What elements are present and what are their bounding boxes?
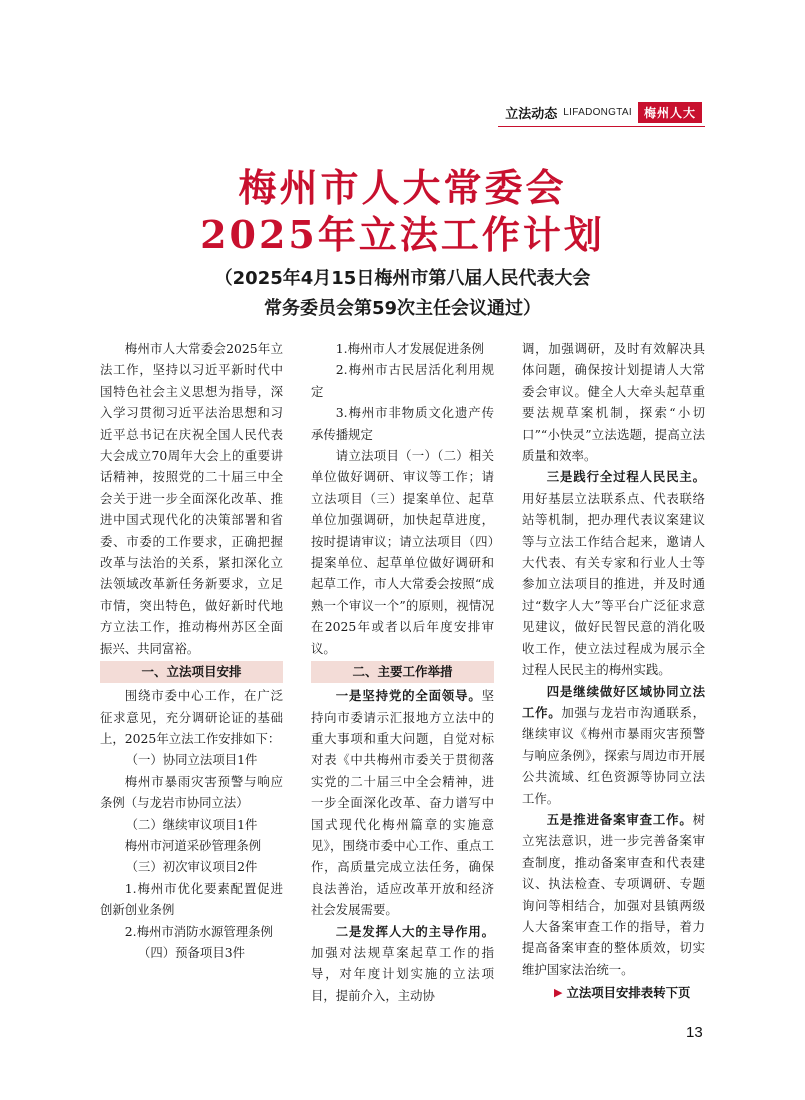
- page-header: [505, 100, 702, 124]
- measure-paragraph-2: [311, 921, 494, 1007]
- triangle-right-icon: ▶: [554, 985, 563, 999]
- continue-note-text: 立法项目安排表转下页: [566, 985, 691, 1000]
- list-item: 1.梅州市人才发展促进条例: [335, 341, 484, 356]
- measure-body: 加强对法规草案起草工作的指导，对年度计划实施的立法项目，提前介入，主动协: [311, 944, 494, 1003]
- measure-body: 树立宪法意识，进一步完善备案审查制度，推动备案审查和代表建议、执法检查、专项调研、专题询问等相结合，加强对县镇两级人大备案审查工作的指导，着力提高备案审查的整体质效，切实维护国家法治统一。: [522, 811, 705, 977]
- measure-lead: 四是继续做好区域协同立法工作。: [522, 683, 705, 720]
- measure-body: 用好基层立法联系点、代表联络站等机制，把办理代表议案建议等与立法工作结合起来，邀请人大代表、有关专家和行业人士等参加立法项目的推进，并及时通过“数字人大”等平台广泛征求意见建议，做好民智民意的消化吸收工作，使立法过程成为展示全过程人民民主的梅州实践。: [522, 490, 705, 678]
- subheading: （一）协同立法项目1件: [125, 752, 258, 768]
- paragraph: 请立法项目（一）（二）相关单位做好调研、审议等工作；请立法项目（三）提案单位、起草单位加强调研，加快起草进度，按时提请审议；请立法项目（四）提案单位、起草单位做好调研和起草工作，市人大常委会按照“成熟一个审议一个”的原则，视情况在2025年或者以后年度安排审议。: [311, 448, 494, 656]
- column-2: [311, 338, 494, 1006]
- brand-logo: 梅州人大: [638, 102, 702, 123]
- list-item: 2.梅州市古民居活化利用规定: [311, 362, 494, 399]
- list-item: 梅州市暴雨灾害预警与响应条例（与龙岩市协同立法）: [100, 773, 283, 811]
- measure-paragraph-5: [522, 809, 705, 980]
- section-heading-1: 一、立法项目安排: [100, 661, 283, 683]
- measure-paragraph-4: [522, 681, 705, 809]
- page-number: 13: [686, 1024, 703, 1041]
- measure-lead: 一是坚持党的全面领导。: [335, 688, 482, 704]
- title-line-2: 2025年立法工作计划: [200, 212, 605, 257]
- paragraph: 围绕市委中心工作，在广泛征求意见，充分调研论证的基础上，2025年立法工作安排如下：: [100, 688, 283, 746]
- title-line-1: 梅州市人大常委会: [238, 165, 567, 210]
- section-label: 立法动态: [505, 106, 558, 122]
- measure-continuation: 调，加强调研，及时有效解决具体问题，确保按计划提请人大常委会审议。健全人大牵头起草重要法规草案机制，探索“小切口”“小快灵”立法选题，提高立法质量和效率。: [522, 341, 705, 464]
- list-item: 1.梅州市优化要素配置促进创新创业条例: [100, 880, 283, 918]
- list-item: 2.梅州市消防水源管理条例: [124, 923, 273, 939]
- intro-paragraph: 梅州市人大常委会2025年立法工作，坚持以习近平新时代中国特色社会主义思想为指导，深入学习贯彻习近平法治思想和习近平总书记在庆祝全国人民代表大会成立70周年大会上的重要讲话精神，按照党的二十届三中全会关于进一步全面深化改革、推进中国式现代化的决策部署和省委、市委的工作要求，正确把握改革与法治的关系，紧扣深化立法领域改革新任务新要求，立足市情，突出特色，做好新时代地方立法工作，推动梅州苏区全面振兴、共同富裕。: [100, 341, 283, 656]
- column-3: [522, 338, 705, 980]
- column-1: [100, 338, 283, 963]
- continue-note: [554, 983, 690, 1001]
- section-heading-2: 二、主要工作举措: [311, 661, 494, 683]
- subheading: （三）初次审议项目2件: [125, 859, 258, 875]
- subtitle-line-2: 常务委员会第59次主任会议通过）: [263, 298, 542, 319]
- measure-lead: 三是践行全过程人民民主。: [546, 469, 705, 485]
- list-item: 3.梅州市非物质文化遗产传承传播规定: [311, 405, 494, 442]
- measure-paragraph-3: [522, 466, 705, 680]
- measure-lead: 二是发挥人大的主导作用。: [335, 923, 494, 939]
- measure-body: 坚持向市委请示汇报地方立法中的重大事项和重大问题，自觉对标对表《中共梅州市委关于贯彻落实党的二十届三中全会精神，进一步全面深化改革、奋力谱写中国式现代化梅州篇章的实施意见》，围绕市委中心工作、重点工作，高质量完成立法任务，确保良法善治，适应改革开放和经济社会发展需要。: [311, 688, 494, 918]
- measure-lead: 五是推进备案审查工作。: [546, 811, 693, 827]
- header-rule: [498, 126, 705, 127]
- measure-body: 加强与龙岩市沟通联系，继续审议《梅州市暴雨灾害预警与响应条例》，探索与周边市开展公共流域、红色资源等协同立法工作。: [522, 704, 706, 806]
- section-pinyin: LIFADONGTAI: [563, 106, 632, 118]
- list-item: 梅州市河道采砂管理条例: [124, 837, 262, 853]
- subtitle-line-1: （2025年4月15日梅州市第八届人民代表大会: [214, 268, 591, 289]
- subheading: （四）预备项目3件: [137, 944, 245, 960]
- measure-paragraph-1: [311, 685, 494, 920]
- subheading: （二）继续审议项目1件: [125, 816, 258, 832]
